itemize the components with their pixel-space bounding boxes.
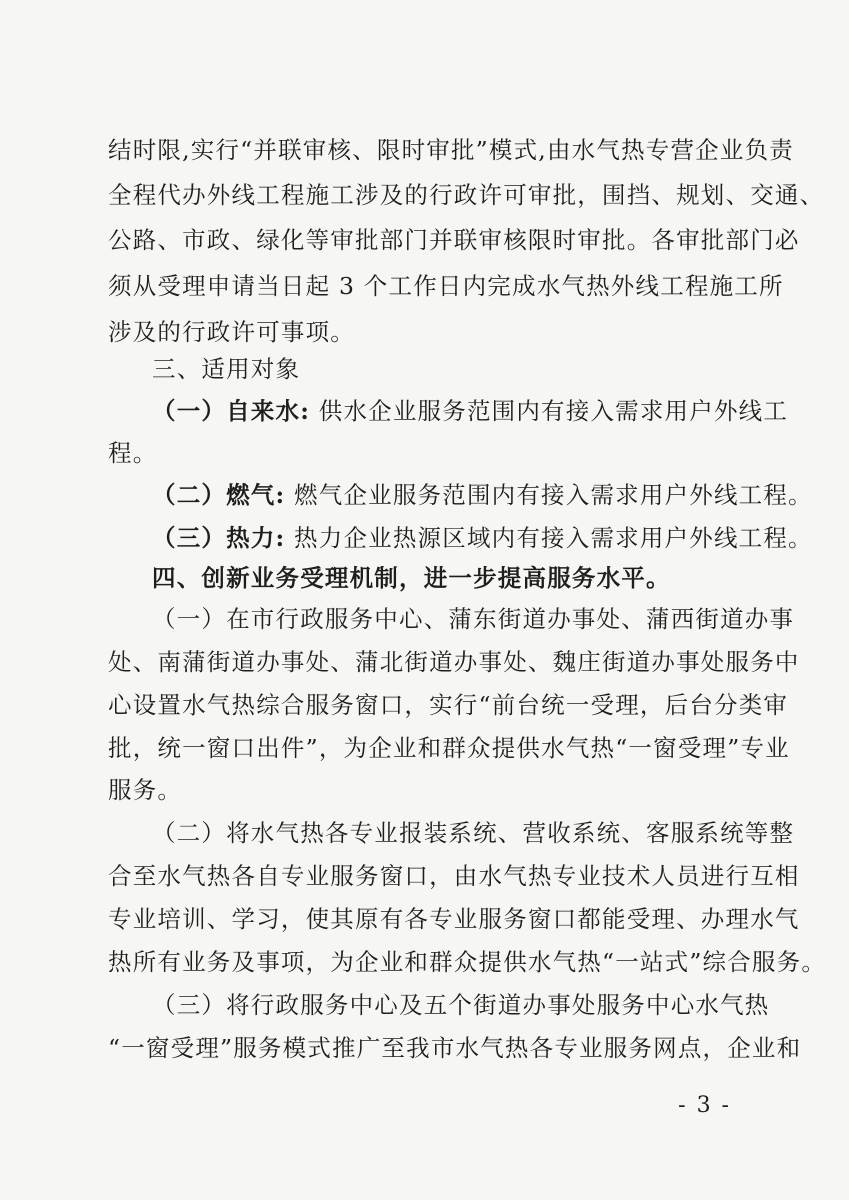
subsection-heat	[152, 523, 813, 553]
body-line: 涉及的行政许可事项。	[108, 318, 355, 346]
body-line: 结时限,实行“并联审核、限时审批”模式,由水气热专营企业负责	[108, 136, 794, 164]
section-heading-3: 三、适用对象	[152, 355, 301, 383]
body-line: 服务。	[108, 776, 183, 804]
body-line: 全程代办外线工程施工涉及的行政许可审批，围挡、规划、交通、	[108, 181, 825, 209]
body-line: 处、南蒲街道办事处、蒲北街道办事处、魏庄街道办事处服务中	[108, 648, 800, 676]
body-line: 专业培训、学习，使其原有各专业服务窗口都能受理、办理水气	[108, 905, 800, 933]
body-line: 程。	[108, 439, 158, 467]
subsection-label: （二）燃气:	[152, 481, 286, 509]
body-line: （二）将水气热各专业报装系统、营收系统、客服系统等整	[152, 819, 795, 847]
subsection-text: 热力企业热源区域内有接入需求用户外线工程。	[285, 524, 813, 552]
body-line: 须从受理申请当日起 3 个工作日内完成水气热外线工程施工所	[108, 272, 784, 300]
subsection-text: 供水企业服务范围内有接入需求用户外线工	[310, 397, 789, 425]
body-line: 热所有业务及事项，为企业和群众提供水气热“一站式”综合服务。	[108, 948, 827, 976]
body-line: （一）在市行政服务中心、蒲东街道办事处、蒲西街道办事	[152, 605, 795, 633]
body-line: 公路、市政、绿化等审批部门并联审核限时审批。各审批部门必	[108, 226, 800, 254]
body-line: （三）将行政服务中心及五个街道办事处服务中心水气热	[152, 991, 770, 1019]
subsection-gas	[152, 480, 813, 510]
body-line: 批，统一窗口出件”，为企业和群众提供水气热“一窗受理”专业	[108, 734, 790, 762]
body-line: 心设置水气热综合服务窗口，实行“前台统一受理，后台分类审	[108, 691, 789, 719]
subsection-water	[152, 396, 792, 426]
body-line: 合至水气热各自专业服务窗口，由水气热专业技术人员进行互相	[108, 862, 800, 890]
subsection-label: （三）热力:	[152, 524, 286, 552]
subsection-label: （一）自来水:	[152, 397, 311, 425]
page-number: - 3 -	[678, 1093, 731, 1118]
body-line: “一窗受理”服务模式推广至我市水气热各专业服务网点，企业和	[108, 1034, 802, 1062]
subsection-text: 燃气企业服务范围内有接入需求用户外线工程。	[285, 481, 813, 509]
section-heading-4: 四、创新业务受理机制，进一步提高服务水平。	[152, 564, 671, 592]
